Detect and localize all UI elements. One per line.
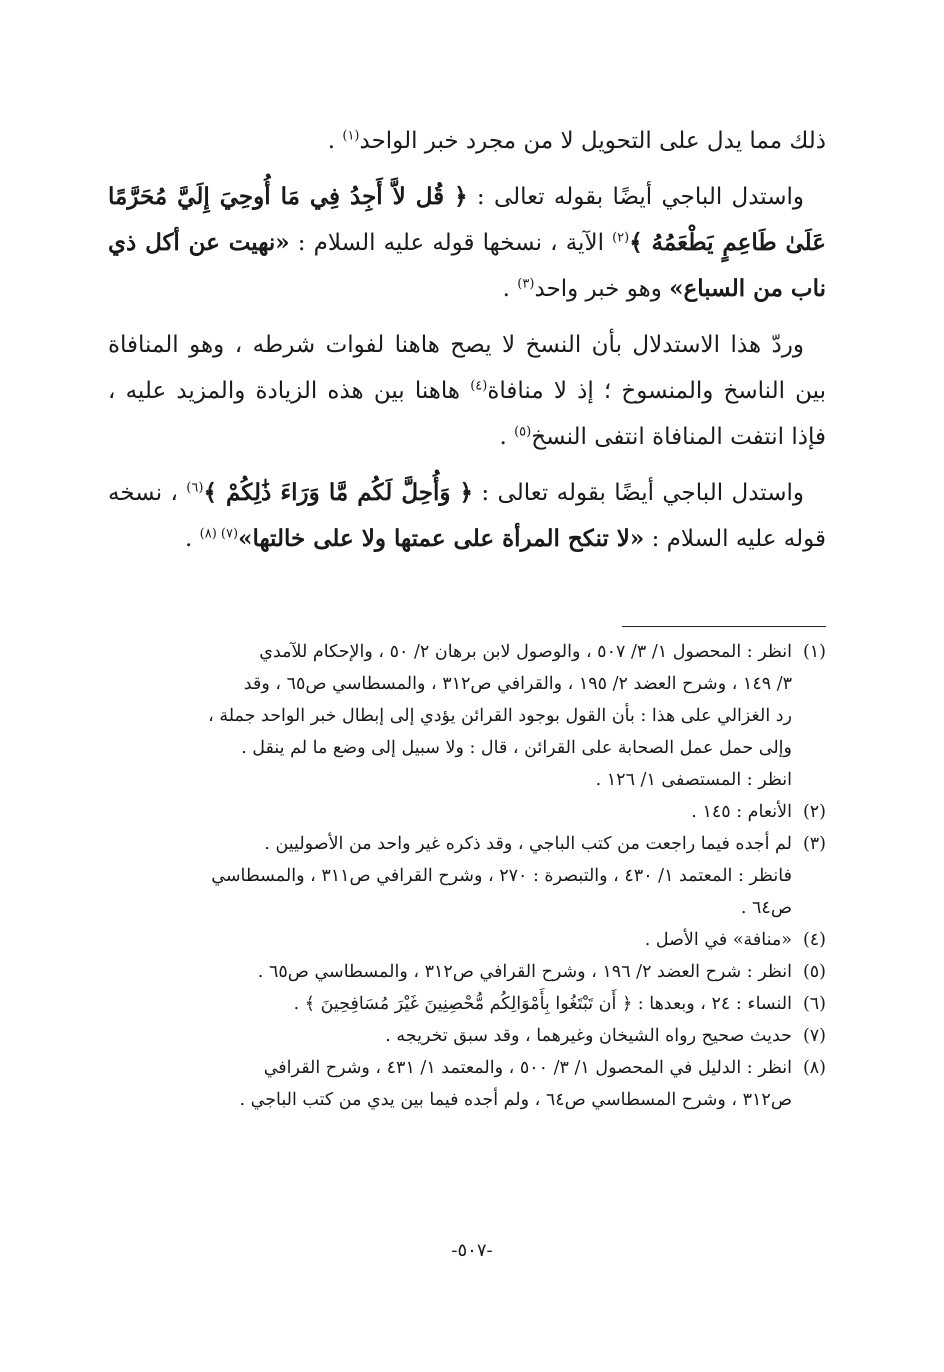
footnote-7 (108, 1020, 826, 1052)
footnote-ref-7-8[interactable]: (٧) (٨) (199, 526, 239, 542)
footnote-3 (108, 828, 826, 924)
main-text (108, 118, 826, 562)
paragraph-4 (108, 470, 826, 562)
p2-text-c: وهو خبر واحد (534, 276, 670, 302)
footnote-line: وإلى حمل عمل الصحابة على القرائن ، قال : ولا سبيل إلى وضع ما لم ينقل . (241, 738, 792, 758)
footnote-line: النساء : ٢٤ ، وبعدها : ﴿ أَن تَبْتَغُوا بِأَمْوَالِكُم مُّحْصِنِينَ غَيْرَ مُسَافِحِينَ ﴾ . (293, 994, 792, 1014)
p3-text-a: وردّ هذا الاستدلال بأن النسخ لا يصح هاهنا لفوات شرطه ، وهو المنافاة بين الناسخ والمنسوخ ؛ إذ لا منافاة (108, 332, 826, 404)
p3-text-b: هاهنا بين هذه الزيادة والمزيد عليه ، فإذا انتفت المنافاة انتفى النسخ (108, 378, 826, 450)
footnote-line: رد الغزالي على هذا : بأن القول بوجود القرائن يؤدي إلى إبطال خبر الواحد جملة ، (208, 706, 792, 726)
footnote-line: ص٦٤ . (740, 898, 792, 918)
footnote-6 (108, 988, 826, 1020)
footnote-line: ٣/ ١٤٩ ، وشرح العضد ٢/ ١٩٥ ، والقرافي ص٣١٢ ، والمسطاسي ص٦٥ ، وقد (243, 674, 792, 694)
footnote-ref-1[interactable]: (١) (342, 128, 360, 144)
footnote-line: الأنعام : ١٤٥ . (691, 802, 792, 822)
footnote-number: (٦) (802, 994, 826, 1014)
footnote-ref-3[interactable]: (٣) (517, 276, 535, 292)
paragraph-2 (108, 174, 826, 312)
footnote-ref-2[interactable]: (٢) (612, 230, 630, 246)
p2-text-b: الآية ، نسخها قوله عليه السلام : (289, 230, 613, 256)
p4-text-a: واستدل الباجي أيضًا بقوله تعالى : (473, 480, 804, 506)
footnote-separator (622, 626, 826, 627)
footnote-line: فانظر : المعتمد ١/ ٤٣٠ ، والتبصرة : ٢٧٠ ، وشرح القرافي ص٣١١ ، والمسطاسي (211, 866, 792, 886)
footnote-number: (١) (802, 642, 826, 662)
p2-end: . (502, 276, 518, 302)
footnote-number: (٧) (802, 1026, 826, 1046)
footnote-number: (٣) (802, 834, 826, 854)
paragraph-3 (108, 322, 826, 460)
page-number: -٥٠٧- (451, 1240, 493, 1261)
footnote-ref-6[interactable]: (٦) (186, 480, 204, 496)
p4-end: . (185, 526, 200, 552)
quran-verse-anam: ﴿ قُل لاَّ أَجِدُ فِي مَا أُوحِيَ إِلَيَّ مُحَرَّمًا عَلَىٰ طَاعِمٍ يَطْعَمُهُ ﴾ (108, 183, 827, 256)
footnote-line: حديث صحيح رواه الشيخان وغيرهما ، وقد سبق تخريجه . (385, 1026, 792, 1046)
p3-end: . (499, 424, 515, 450)
footnote-ref-4[interactable]: (٤) (470, 378, 488, 394)
footnote-line: «منافة» في الأصل . (644, 930, 792, 950)
footnote-1 (108, 636, 826, 796)
paragraph-1 (108, 118, 826, 164)
p1-end: . (327, 128, 343, 154)
footnote-8 (108, 1052, 826, 1116)
hadith-nikah: «لا تنكح المرأة على عمتها ولا على خالتها» (238, 525, 645, 552)
footnote-4 (108, 924, 826, 956)
footnote-number: (٢) (802, 802, 826, 822)
footnote-ref-5[interactable]: (٥) (514, 424, 532, 440)
footnote-line: لم أجده فيما راجعت من كتب الباجي ، وقد ذكره غير واحد من الأصوليين . (264, 834, 792, 854)
footnote-number: (٥) (802, 962, 826, 982)
p4-text-b: ، نسخه قوله عليه السلام : (108, 480, 826, 552)
footnote-line: انظر : المستصفى ١/ ١٢٦ . (595, 770, 792, 790)
quran-verse-nisa: ﴿ وَأُحِلَّ لَكُم مَّا وَرَاءَ ذَٰلِكُمْ ﴾ (203, 479, 474, 506)
footnote-line: انظر : الدليل في المحصول ١/ ٣/ ٥٠٠ ، والمعتمد ١/ ٤٣١ ، وشرح القرافي (263, 1058, 792, 1078)
footnote-5 (108, 956, 826, 988)
footnotes (108, 636, 826, 1116)
footnote-line: انظر : شرح العضد ٢/ ١٩٦ ، وشرح القرافي ص٣١٢ ، والمسطاسي ص٦٥ . (257, 962, 792, 982)
footnote-number: (٤) (802, 930, 826, 950)
footnote-line: انظر : المحصول ١/ ٣/ ٥٠٧ ، والوصول لابن برهان ٢/ ٥٠ ، والإحكام للآمدي (259, 642, 792, 662)
footnote-number: (٨) (802, 1058, 826, 1078)
page-body (108, 118, 827, 1110)
footnote-line: ص٣١٢ ، وشرح المسطاسي ص٦٤ ، ولم أجده فيما بين يدي من كتب الباجي . (239, 1090, 792, 1110)
footnote-2 (108, 796, 826, 828)
p1-text: ذلك مما يدل على التحويل لا من مجرد خبر الواحد (359, 128, 826, 154)
p2-text-a: واستدل الباجي أيضًا بقوله تعالى : (467, 184, 804, 210)
hadith-sibaa: «نهيت عن أكل ذي ناب من السباع» (108, 229, 826, 302)
